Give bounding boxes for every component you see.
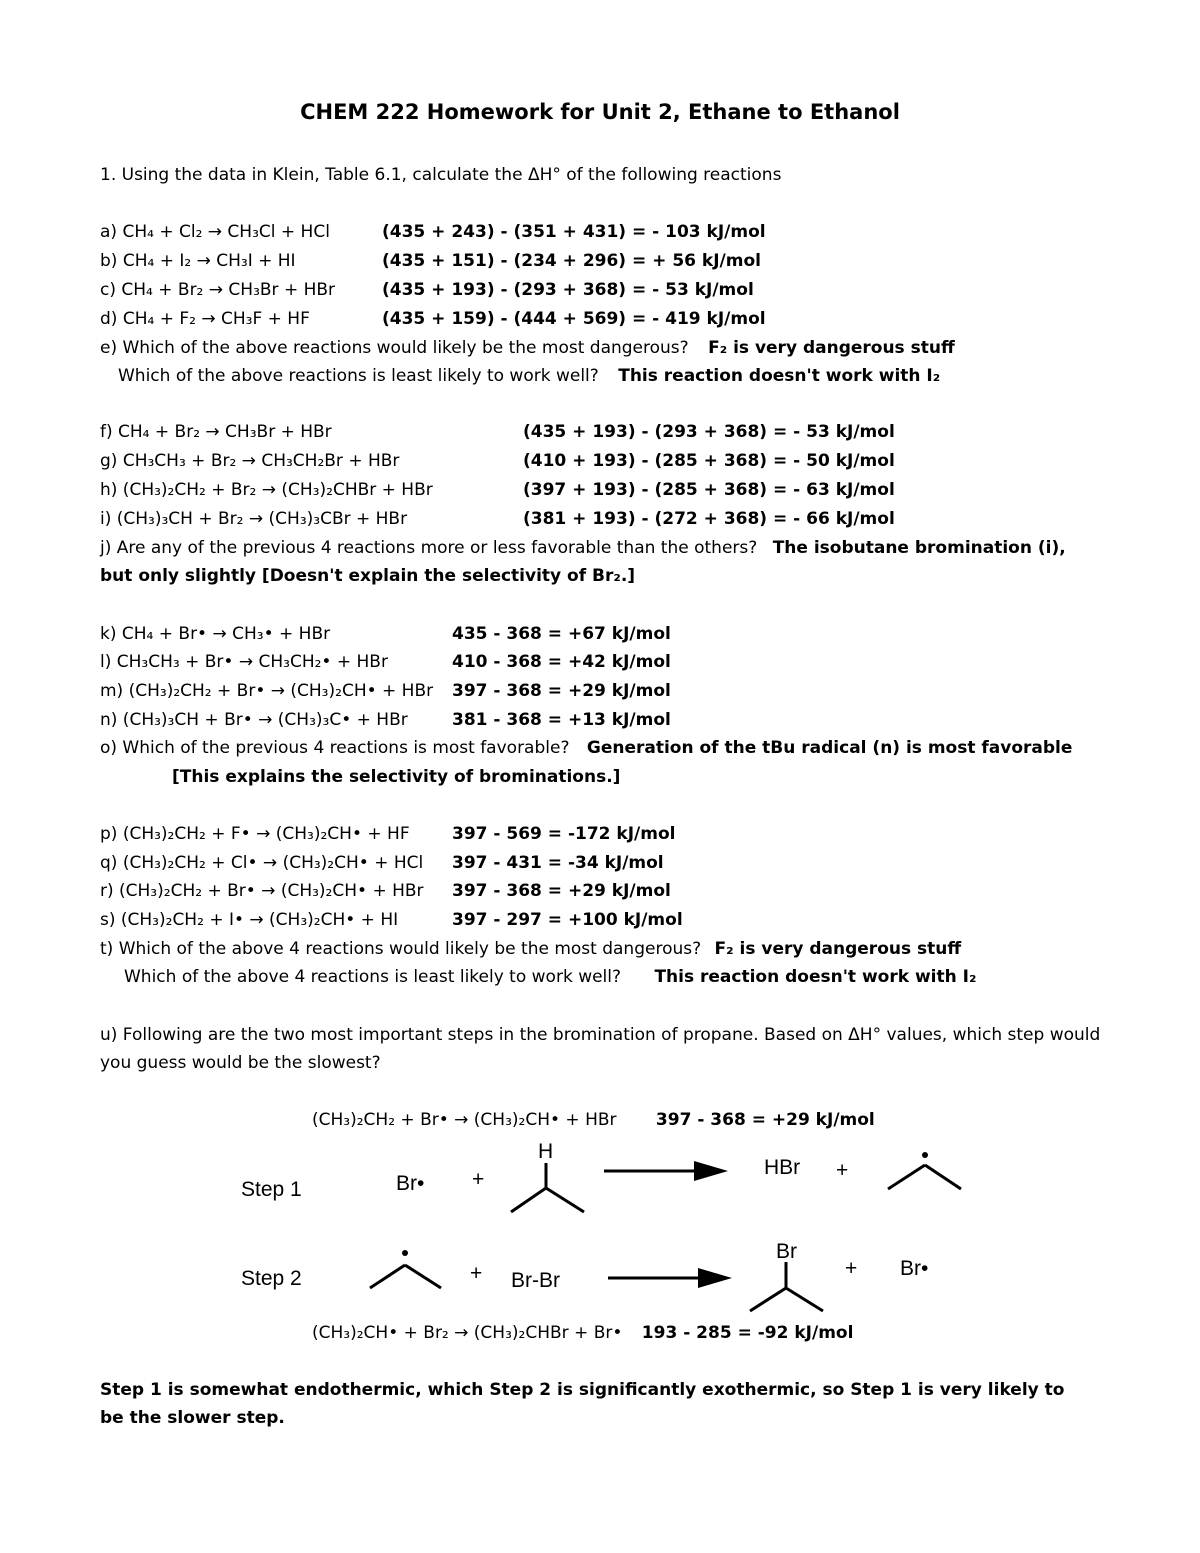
question-t2-text: Which of the above 4 reactions is least likely to work well?	[124, 967, 622, 987]
reaction-m-equation: m) (CH₃)₂CH₂ + Br• → (CH₃)₂CH• + HBr	[100, 681, 434, 701]
reaction-p-equation: p) (CH₃)₂CH₂ + F• → (CH₃)₂CH• + HF	[100, 824, 410, 844]
step2-equation: (CH₃)₂CH• + Br₂ → (CH₃)₂CHBr + Br•	[312, 1323, 623, 1343]
step1-plus-1: +	[472, 1168, 485, 1191]
reaction-s-equation: s) (CH₃)₂CH₂ + I• → (CH₃)₂CH• + HI	[100, 910, 399, 930]
answer-t: F₂ is very dangerous stuff	[714, 939, 962, 959]
step2-br-radical: Br•	[900, 1257, 929, 1280]
reaction-r-calc: 397 - 368 = +29 kJ/mol	[452, 881, 671, 901]
answer-j-1: The isobutane bromination (i),	[772, 538, 1066, 558]
radical-dot-2	[402, 1250, 408, 1256]
reaction-p-calc: 397 - 569 = -172 kJ/mol	[452, 824, 676, 844]
step1-arrow-head	[694, 1161, 728, 1181]
reaction-d-equation: d) CH₄ + F₂ → CH₃F + HF	[100, 309, 310, 329]
step1-label: Step 1	[241, 1178, 302, 1201]
reaction-h-equation: h) (CH₃)₂CH₂ + Br₂ → (CH₃)₂CHBr + HBr	[100, 480, 433, 500]
question-j-text: j) Are any of the previous 4 reactions more or less favorable than the others?	[100, 538, 758, 558]
question-e2-text: Which of the above reactions is least likely to work well?	[118, 366, 599, 386]
reaction-i-calc: (381 + 193) - (272 + 368) = - 66 kJ/mol	[523, 509, 895, 529]
step1-plus-2: +	[836, 1159, 849, 1182]
step2-plus-1: +	[470, 1262, 483, 1285]
step1-calc: 397 - 368 = +29 kJ/mol	[655, 1110, 875, 1130]
question-o-text: o) Which of the previous 4 reactions is most favorable?	[100, 738, 570, 758]
step1-arrow	[604, 1161, 728, 1181]
reaction-n-calc: 381 - 368 = +13 kJ/mol	[452, 710, 671, 730]
radical-2-right-bond	[405, 1265, 441, 1288]
reaction-q-calc: 397 - 431 = -34 kJ/mol	[452, 853, 664, 873]
question-e-text: e) Which of the above reactions would likely be the most dangerous?	[100, 338, 689, 358]
reaction-k-equation: k) CH₄ + Br• → CH₃• + HBr	[100, 624, 331, 644]
reaction-k-calc: 435 - 368 = +67 kJ/mol	[452, 624, 671, 644]
isopropyl-bromide-structure	[750, 1262, 823, 1311]
reaction-r-equation: r) (CH₃)₂CH₂ + Br• → (CH₃)₂CH• + HBr	[100, 881, 424, 901]
isopropyl-radical-structure	[888, 1152, 961, 1189]
reaction-c-equation: c) CH₄ + Br₂ → CH₃Br + HBr	[100, 280, 336, 300]
reaction-a-equation: a) CH₄ + Cl₂ → CH₃Cl + HCl	[100, 222, 330, 242]
propane-left-bond	[511, 1188, 546, 1212]
radical-2-left-bond	[370, 1265, 405, 1288]
answer-o-2: [This explains the selectivity of brominations.]	[172, 767, 621, 787]
isopropyl-radical-structure-2	[370, 1250, 441, 1288]
propane-right-bond	[546, 1188, 584, 1212]
step2-plus-2: +	[845, 1257, 858, 1280]
reaction-s-calc: 397 - 297 = +100 kJ/mol	[452, 910, 683, 930]
reaction-c-calc: (435 + 193) - (293 + 368) = - 53 kJ/mol	[382, 280, 754, 300]
propane-structure	[511, 1163, 584, 1212]
reaction-h-calc: (397 + 193) - (285 + 368) = - 63 kJ/mol	[523, 480, 895, 500]
step2-label: Step 2	[241, 1267, 302, 1290]
reaction-l-equation: l) CH₃CH₃ + Br• → CH₃CH₂• + HBr	[100, 652, 388, 672]
reaction-b-calc: (435 + 151) - (234 + 296) = + 56 kJ/mol	[382, 251, 761, 271]
step2-arrow-head	[698, 1268, 732, 1288]
conclusion-line-1: Step 1 is somewhat endothermic, which Step 2 is significantly exothermic, so Step 1 is very likely to	[100, 1380, 1065, 1400]
radical-dot	[922, 1152, 928, 1158]
ipr-br-left-bond	[750, 1288, 786, 1311]
step1-br-radical: Br•	[396, 1172, 425, 1195]
step2-arrow	[608, 1268, 732, 1288]
reaction-l-calc: 410 - 368 = +42 kJ/mol	[452, 652, 671, 672]
step2-equation-line	[312, 1321, 853, 1345]
answer-j-2: but only slightly [Doesn't explain the selectivity of Br₂.]	[100, 566, 636, 586]
step2-br-label: Br	[776, 1240, 797, 1263]
step2-calc: 193 - 285 = -92 kJ/mol	[641, 1323, 854, 1343]
reaction-g-calc: (410 + 193) - (285 + 368) = - 50 kJ/mol	[523, 451, 895, 471]
reaction-i-equation: i) (CH₃)₃CH + Br₂ → (CH₃)₃CBr + HBr	[100, 509, 408, 529]
step1-hbr: HBr	[764, 1156, 801, 1179]
reaction-b-equation: b) CH₄ + I₂ → CH₃I + HI	[100, 251, 296, 271]
answer-e2: This reaction doesn't work with I₂	[618, 366, 941, 386]
reaction-g-equation: g) CH₃CH₃ + Br₂ → CH₃CH₂Br + HBr	[100, 451, 400, 471]
reaction-a-calc: (435 + 243) - (351 + 431) = - 103 kJ/mol	[382, 222, 766, 242]
reaction-q-equation: q) (CH₃)₂CH₂ + Cl• → (CH₃)₂CH• + HCl	[100, 853, 424, 873]
reaction-d-calc: (435 + 159) - (444 + 569) = - 419 kJ/mol	[382, 309, 766, 329]
reaction-m-calc: 397 - 368 = +29 kJ/mol	[452, 681, 671, 701]
question-u-line-1: u) Following are the two most important steps in the bromination of propane. Based on ΔH° values, which step would	[100, 1025, 1101, 1045]
reaction-f-calc: (435 + 193) - (293 + 368) = - 53 kJ/mol	[523, 422, 895, 442]
answer-t2: This reaction doesn't work with I₂	[654, 967, 977, 987]
step1-h-label: H	[538, 1140, 554, 1163]
question-t-text: t) Which of the above 4 reactions would likely be the most dangerous?	[100, 939, 702, 959]
answer-e: F₂ is very dangerous stuff	[708, 338, 955, 358]
radical-right-bond	[925, 1165, 961, 1189]
answer-o: Generation of the tBu radical (n) is most favorable	[586, 738, 1073, 758]
reaction-f-equation: f) CH₄ + Br₂ → CH₃Br + HBr	[100, 422, 332, 442]
page-title: CHEM 222 Homework for Unit 2, Ethane to Ethanol	[300, 100, 900, 124]
question-u-line-2: you guess would be the slowest?	[100, 1053, 381, 1073]
conclusion-line-2: be the slower step.	[100, 1408, 285, 1428]
step1-equation: (CH₃)₂CH₂ + Br• → (CH₃)₂CH• + HBr	[312, 1110, 617, 1130]
radical-left-bond	[888, 1165, 925, 1189]
ipr-br-right-bond	[786, 1288, 823, 1311]
step2-br-br: Br-Br	[511, 1269, 560, 1292]
reaction-n-equation: n) (CH₃)₃CH + Br• → (CH₃)₃C• + HBr	[100, 710, 408, 730]
question-1: 1. Using the data in Klein, Table 6.1, calculate the ΔH° of the following reactions	[100, 165, 782, 185]
